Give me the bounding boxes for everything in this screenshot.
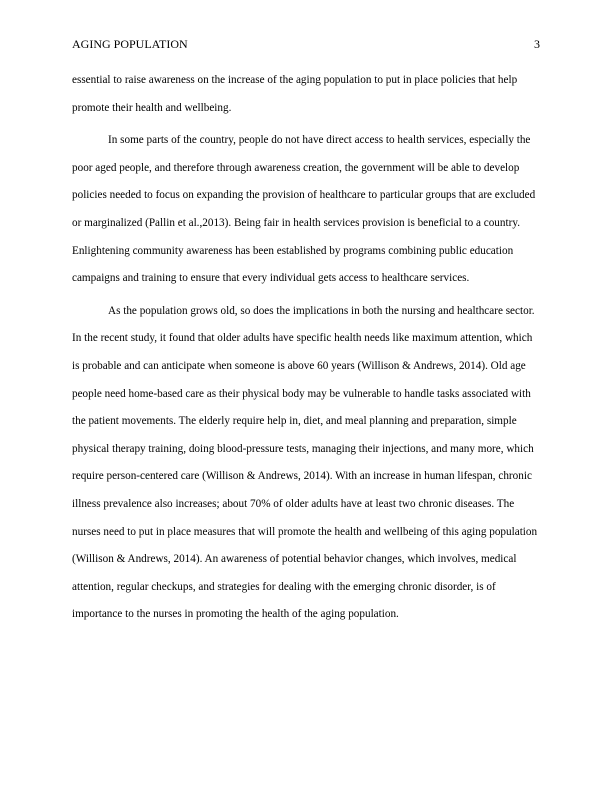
paragraph-health-access: In some parts of the country, people do not have direct access to health services, especially the poor aged people, and therefore through awareness creation, the government will be able to develop policies needed to focus on expanding the provision of healthcare to particular groups that are excluded or marginalized (Pallin et al.,2013). Being fair in health services provision is beneficial to a country. Enlightening community awareness has been established by programs combining public education campaigns and training to ensure that every individual gets access to healthcare services. (72, 134, 536, 285)
paragraph-continuation: essential to raise awareness on the increase of the aging population to put in place policies that help promote their health and wellbeing. (72, 74, 518, 114)
paragraph-nursing-implications: As the population grows old, so does the implications in both the nursing and healthcare sector. In the recent study, it found that older adults have specific health needs like maximum attention, which is probable and can anticipate when someone is above 60 years (Willison & Andrews, 2014). Old age people need home-based care as their physical body may be vulnerable to handle tasks associated with the patient movements. The elderly require help in, diet, and meal planning and preparation, simple physical therapy training, doing blood-pressure tests, managing their injections, and many more, which require person-centered care (Willison & Andrews, 2014). With an increase in human lifespan, chronic illness prevalence also increases; about 70% of older adults have at least two chronic diseases. The nurses need to put in place measures that will promote the health and wellbeing of this aging population (Willison & Andrews, 2014). An awareness of potential behavior changes, which involves, medical attention, regular checkups, and strategies for dealing with the emerging chronic disorder, is of importance to the nurses in promoting the health of the aging population. (72, 304, 538, 621)
running-head: AGING POPULATION (72, 37, 188, 51)
page-number: 3 (534, 37, 540, 51)
page-header (72, 36, 540, 52)
body-text (72, 67, 542, 629)
